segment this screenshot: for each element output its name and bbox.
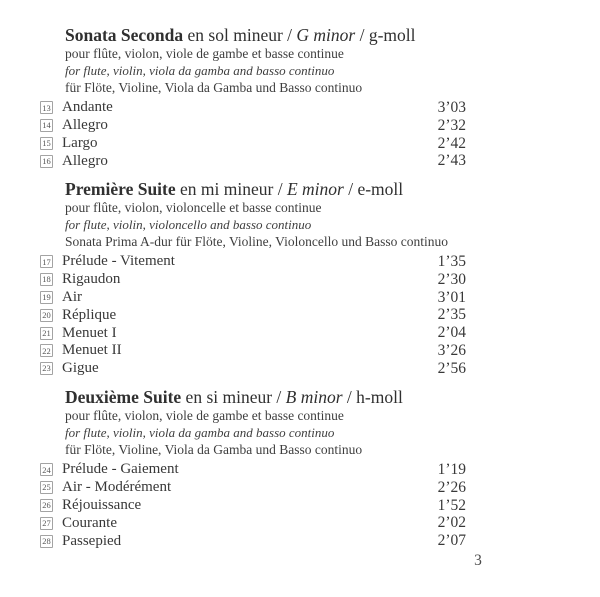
track-duration: 2’35 — [437, 306, 466, 324]
track-duration: 2’32 — [437, 116, 466, 134]
track-title: Largo — [62, 134, 98, 151]
section-header — [65, 179, 466, 250]
track-duration: 2’04 — [437, 324, 466, 342]
track-row — [0, 253, 466, 271]
track-title: Passepied — [62, 532, 122, 549]
instrumentation-german: für Flöte, Violine, Viola da Gamba und Basso continuo — [65, 80, 363, 95]
track-duration: 2’42 — [437, 134, 466, 152]
track-number: 24 — [42, 464, 51, 475]
track-number: 28 — [42, 535, 51, 546]
track-number-box — [40, 101, 53, 114]
track-number: 15 — [42, 138, 51, 149]
track-row — [0, 135, 466, 153]
track-duration: 2’26 — [437, 478, 466, 496]
work-name: Sonata Seconda — [65, 25, 184, 45]
track-number-box — [40, 344, 53, 357]
track-row — [0, 117, 466, 135]
track-title: Gigue — [62, 360, 99, 377]
track-row — [0, 324, 466, 342]
work-name: Deuxième Suite — [65, 387, 182, 407]
track-number: 19 — [42, 292, 51, 303]
track-number: 26 — [42, 500, 51, 511]
track-row — [0, 271, 466, 289]
section-title — [65, 387, 466, 407]
track-row — [0, 342, 466, 360]
track-title: Courante — [62, 514, 117, 531]
work-key-fr: en si mineur / — [181, 387, 286, 407]
track-duration: 2’30 — [437, 270, 466, 288]
track-number-box — [40, 517, 53, 530]
track-duration: 3’01 — [437, 288, 466, 306]
track-duration: 3’03 — [437, 98, 466, 116]
track-list — [0, 461, 466, 550]
track-duration: 3’26 — [437, 341, 466, 359]
instrumentation-french: pour flûte, violon, viole de gambe et basse continue — [65, 408, 344, 423]
track-number: 16 — [42, 156, 51, 167]
track-number-box — [40, 119, 53, 132]
track-number: 25 — [42, 482, 51, 493]
track-title: Prélude - Vitement — [62, 253, 175, 270]
track-number: 21 — [42, 327, 51, 338]
track-title: Air — [62, 288, 82, 305]
section-title — [65, 25, 466, 45]
track-number: 17 — [42, 256, 51, 267]
track-number-box — [40, 273, 53, 286]
instrumentation-french: pour flûte, violon, viole de gambe et basse continue — [65, 46, 344, 61]
work-key-en: G minor — [296, 25, 356, 45]
track-number-box — [40, 137, 53, 150]
instrumentation-english: for flute, violin, viola da gamba and basso continuo — [65, 63, 335, 78]
track-number-box — [40, 155, 53, 168]
work-key-en: E minor — [286, 179, 344, 199]
track-row — [0, 497, 466, 515]
track-number-box — [40, 291, 53, 304]
section-header — [65, 25, 466, 96]
work-key-de: / e-moll — [343, 179, 404, 199]
track-duration: 1’35 — [437, 252, 466, 270]
track-row — [0, 360, 466, 378]
track-number-box — [40, 463, 53, 476]
track-number: 14 — [42, 120, 51, 131]
track-duration: 1’19 — [437, 460, 466, 478]
track-number-box — [40, 327, 53, 340]
track-row — [0, 479, 466, 497]
instrumentation-german: für Flöte, Violine, Viola da Gamba und Basso continuo — [65, 442, 363, 457]
track-title: Rigaudon — [62, 271, 121, 288]
track-number-box — [40, 309, 53, 322]
track-number: 13 — [42, 102, 51, 113]
track-number: 18 — [42, 274, 51, 285]
track-title: Prélude - Gaiement — [62, 461, 179, 478]
track-number-box — [40, 255, 53, 268]
track-row — [0, 514, 466, 532]
work-key-de: / g-moll — [355, 25, 416, 45]
work-name: Première Suite — [65, 179, 176, 199]
section-premiere-suite — [0, 179, 466, 378]
track-list — [0, 253, 466, 378]
track-title: Allegro — [62, 152, 108, 169]
track-row — [0, 152, 466, 170]
track-title: Menuet I — [62, 324, 117, 341]
track-duration: 2’02 — [437, 514, 466, 532]
track-duration: 2’43 — [437, 152, 466, 170]
section-title — [65, 179, 466, 199]
track-duration: 2’56 — [437, 359, 466, 377]
instrumentation-english: for flute, violin, viola da gamba and basso continuo — [65, 425, 335, 440]
track-title: Andante — [62, 99, 113, 116]
track-list — [0, 99, 466, 170]
section-sonata-seconda — [0, 25, 466, 170]
track-row — [0, 99, 466, 117]
track-duration: 2’07 — [437, 532, 466, 550]
track-row — [0, 306, 466, 324]
track-title: Réjouissance — [62, 496, 142, 513]
track-title: Menuet II — [62, 342, 122, 359]
instrumentation-french: pour flûte, violon, violoncelle et basse continue — [65, 200, 322, 215]
track-number: 23 — [42, 363, 51, 374]
track-number: 20 — [42, 310, 51, 321]
track-number-box — [40, 362, 53, 375]
work-key-en: B minor — [285, 387, 343, 407]
section-deuxieme-suite — [0, 387, 466, 550]
track-number-box — [40, 481, 53, 494]
track-duration: 1’52 — [437, 496, 466, 514]
work-key-fr: en mi mineur / — [175, 179, 287, 199]
track-number-box — [40, 535, 53, 548]
work-key-fr: en sol mineur / — [183, 25, 297, 45]
instrumentation-english: for flute, violin, violoncello and basso continuo — [65, 217, 312, 232]
track-number: 22 — [42, 345, 51, 356]
track-title: Air - Modérément — [62, 479, 172, 496]
track-title: Réplique — [62, 306, 117, 323]
track-row — [0, 532, 466, 550]
page-number: 3 — [474, 552, 482, 569]
track-title: Allegro — [62, 117, 108, 134]
track-row — [0, 461, 466, 479]
section-header — [65, 387, 466, 458]
track-number: 27 — [42, 518, 51, 529]
track-number-box — [40, 499, 53, 512]
instrumentation-german: Sonata Prima A-dur für Flöte, Violine, Violoncello und Basso continuo — [65, 234, 448, 249]
work-key-de: / h-moll — [342, 387, 403, 407]
track-row — [0, 289, 466, 307]
